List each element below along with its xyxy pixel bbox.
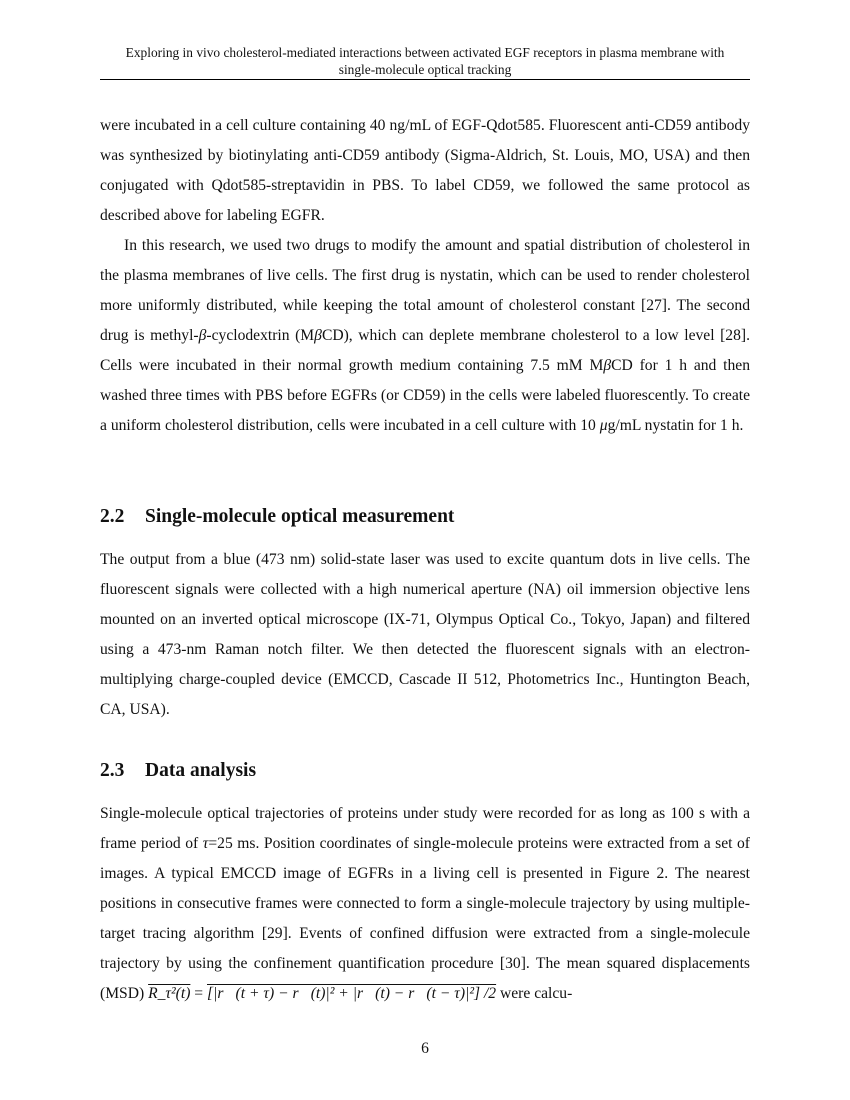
section-number: 2.2 xyxy=(100,506,125,527)
running-header-line-1: Exploring in vivo cholesterol-mediated interactions between activated EGF receptors in plasma membrane with xyxy=(125,45,725,60)
mu-symbol: μ xyxy=(599,417,608,434)
para3-text-3: were calcu- xyxy=(500,985,573,1002)
msd-rhs-math: [|r⃗(t + τ) − r⃗(t)|² + |r⃗(t) − r⃗(t − τ)|²] /2 xyxy=(207,985,497,1002)
para2-text-5: g/mL nystatin for 1 h. xyxy=(607,417,744,434)
paragraph-data-analysis xyxy=(100,799,750,1009)
msd-lhs-math: R_τ²(t) xyxy=(148,985,191,1002)
beta-symbol: β xyxy=(603,357,612,374)
para2-text-4: CD for 1 h and then washed three times with PBS before EGFRs (or CD59) in the cells were labeled fluorescently. To create a uniform cholesterol distribution, cells were incubated in a cell culture with 10 xyxy=(100,357,751,434)
section-title: Single-molecule optical measurement xyxy=(145,506,455,527)
section-number: 2.3 xyxy=(100,760,125,781)
para2-text-1: In this research, we used two drugs to modify the amount and spatial distribution of cholesterol in the plasma membranes of live cells. The first drug is nystatin, which can be used to render cholesterol more uniformly distributed, while keeping the total amount of cholesterol constant [27]. The second drug is methyl- xyxy=(100,237,750,344)
beta-symbol: β xyxy=(198,327,207,344)
para3-text-1: Single-molecule optical trajectories of proteins under study were recorded for as long as 100 s with a frame period of xyxy=(100,805,750,852)
section-heading-2-2 xyxy=(100,505,750,529)
paragraph-measurement: The output from a blue (473 nm) solid-state laser was used to excite quantum dots in live cells. The fluorescent signals were collected with a high numerical aperture (NA) oil immersion objective lens mounted on an inverted optical microscope (IX-71, Olympus Optical Co., Tokyo, Japan) and filtered using a 473-nm Raman notch filter. We then detected the fluorescent signals with an electron-multiplying charge-coupled device (EMCCD, Cascade II 512, Photometrics Inc., Huntington Beach, CA, USA). xyxy=(100,551,750,718)
paragraph-labeling: were incubated in a cell culture containing 40 ng/mL of EGF-Qdot585. Fluorescent anti-CD59 antibody was synthesized by biotinylating anti-CD59 antibody (Sigma-Aldrich, St. Louis, MO, USA) and then conjugated with Qdot585-streptavidin in PBS. To label CD59, we followed the same protocol as described above for labeling EGFR. xyxy=(100,117,750,224)
beta-symbol: β xyxy=(314,327,322,344)
header-rule xyxy=(100,79,750,80)
running-header xyxy=(100,44,750,78)
para2-text-2: -cyclodextrin (M xyxy=(206,327,315,344)
tau-symbol: τ xyxy=(202,835,209,852)
section-title: Data analysis xyxy=(145,760,257,781)
para2-text-3: CD), which can deplete membrane cholesterol to a low level [28]. Cells were incubated in their normal growth medium containing 7.5 mM M xyxy=(100,327,750,374)
msd-equals: = xyxy=(194,985,204,1002)
para3-text-2: =25 ms. Position coordinates of single-molecule proteins were extracted from a set of images. A typical EMCCD image of EGFRs in a living cell is presented in Figure 2. The nearest positions in consecutive frames were connected to form a single-molecule trajectory by using multiple-target tracing algorithm [29]. Events of confined diffusion were extracted from a single-molecule trajectory by using the confinement quantification procedure [30]. The mean squared displacements (MSD) xyxy=(100,835,750,1002)
running-header-line-2: single-molecule optical tracking xyxy=(338,62,512,77)
paragraph-drugs xyxy=(100,231,750,441)
page-number: 6 xyxy=(421,1040,429,1057)
section-heading-2-3 xyxy=(100,759,750,783)
